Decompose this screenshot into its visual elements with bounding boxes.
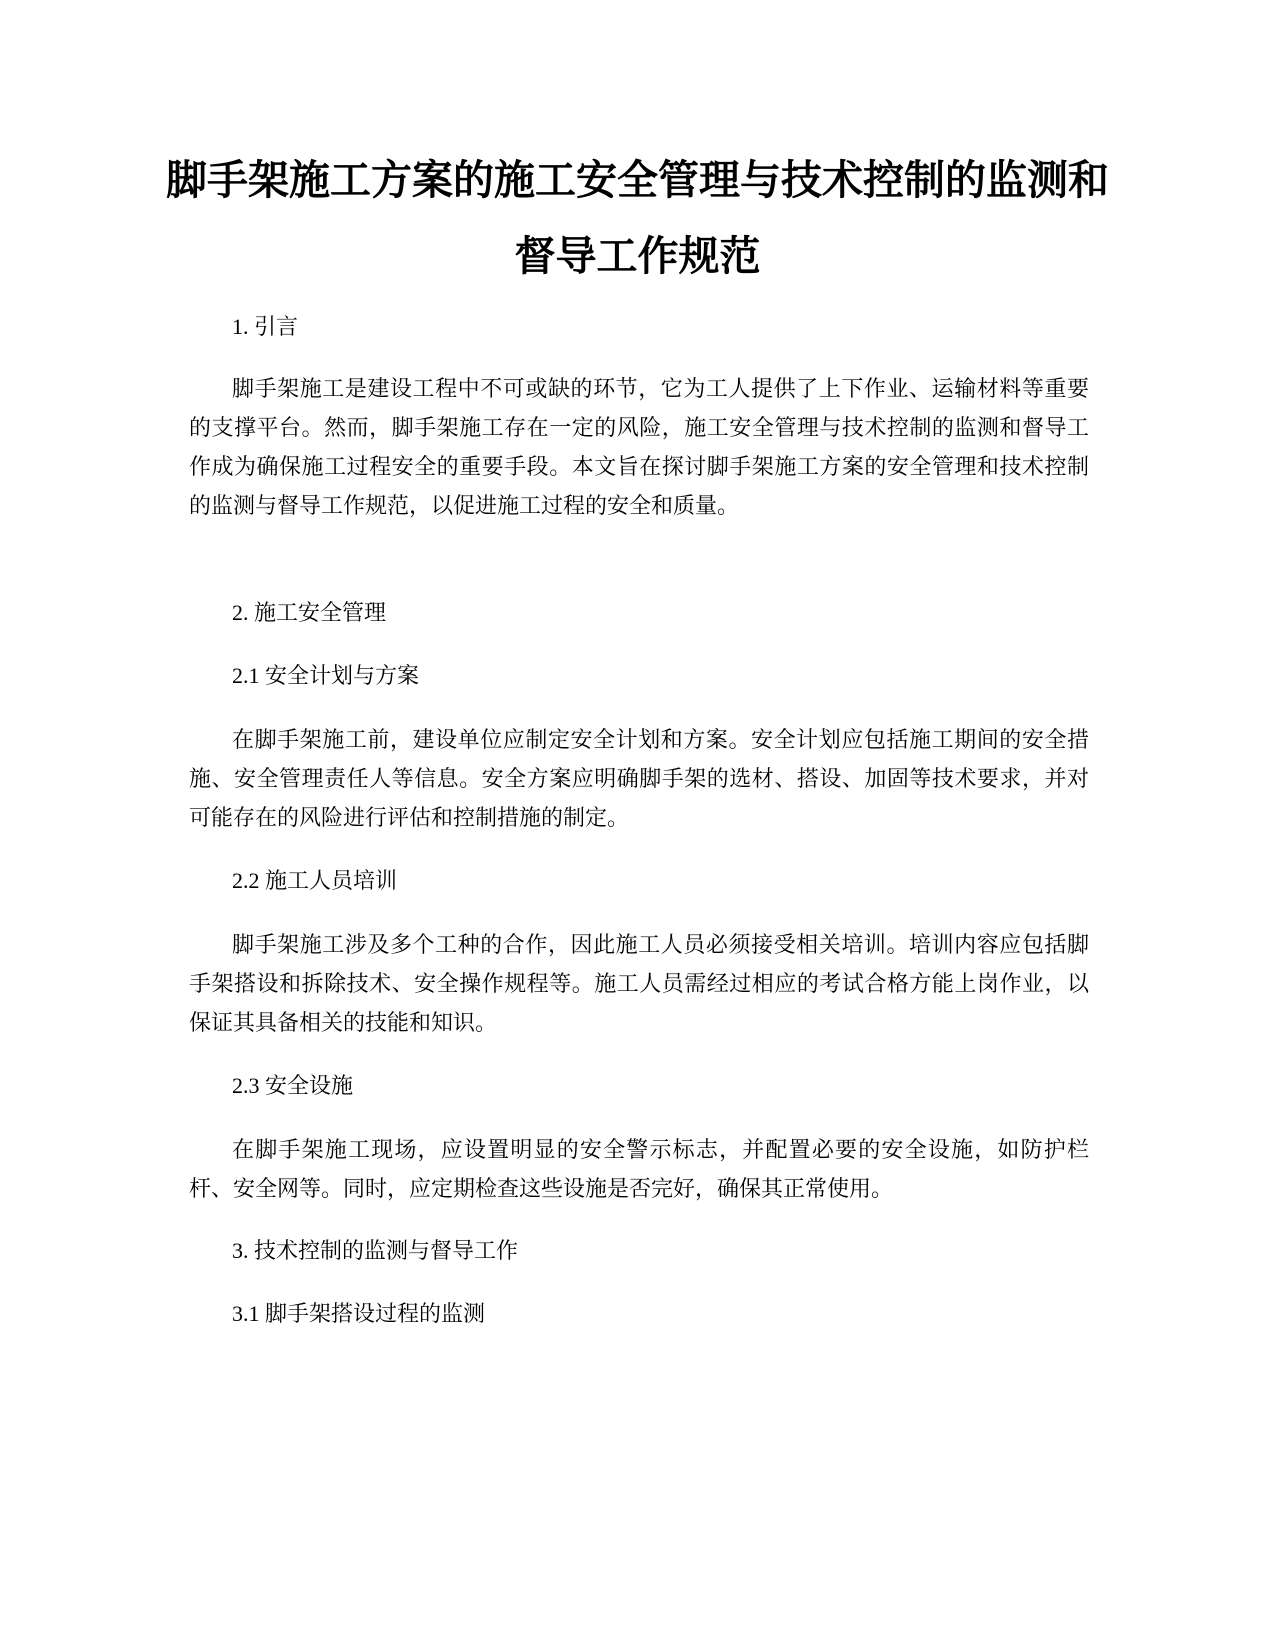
subsection-heading: 2.1 安全计划与方案 bbox=[232, 663, 420, 688]
section-heading: 2. 施工安全管理 bbox=[232, 600, 387, 625]
section-heading: 3. 技术控制的监测与督导工作 bbox=[232, 1238, 519, 1263]
paragraph: 脚手架施工是建设工程中不可或缺的环节，它为工人提供了上下作业、运输材料等重要的支撑平台。然而，脚手架施工存在一定的风险，施工安全管理与技术控制的监测和督导工作成为确保施工过程安全的重要手段。本文旨在探讨脚手架施工方案的安全管理和技术控制的监测与督导工作规范，以促进施工过程的安全和质量。 bbox=[189, 376, 1089, 518]
document-title: 脚手架施工方案的施工安全管理与技术控制的监测和督导工作规范 bbox=[166, 156, 1109, 280]
subsection-heading: 2.3 安全设施 bbox=[232, 1073, 354, 1098]
paragraph: 脚手架施工涉及多个工种的合作，因此施工人员必须接受相关培训。培训内容应包括脚手架搭设和拆除技术、安全操作规程等。施工人员需经过相应的考试合格方能上岗作业，以保证其具备相关的技能和知识。 bbox=[189, 932, 1089, 1035]
subsection-heading: 3.1 脚手架搭设过程的监测 bbox=[232, 1301, 486, 1326]
paragraph: 在脚手架施工前，建设单位应制定安全计划和方案。安全计划应包括施工期间的安全措施、安全管理责任人等信息。安全方案应明确脚手架的选材、搭设、加固等技术要求，并对可能存在的风险进行评估和控制措施的制定。 bbox=[189, 727, 1089, 830]
subsection-heading: 2.2 施工人员培训 bbox=[232, 868, 398, 893]
paragraph: 在脚手架施工现场，应设置明显的安全警示标志，并配置必要的安全设施，如防护栏杆、安全网等。同时，应定期检查这些设施是否完好，确保其正常使用。 bbox=[189, 1137, 1089, 1201]
section-heading: 1. 引言 bbox=[232, 314, 299, 339]
